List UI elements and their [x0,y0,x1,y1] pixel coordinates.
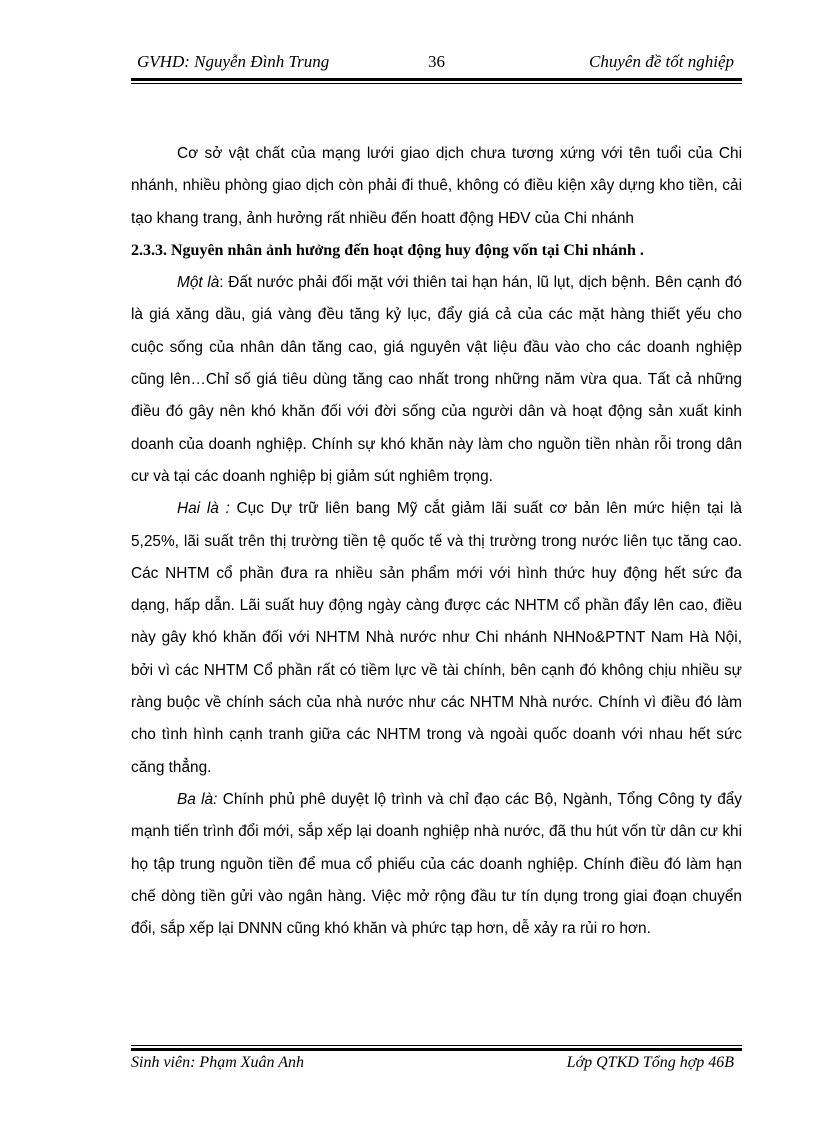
paragraph-lead: Hai là : [177,500,230,518]
paragraph-text: Cục Dự trữ liên bang Mỹ cắt giảm lãi suất cơ bản lên mức hiện tại là 5,25%, lãi suất trên thị trường tiền tệ quốc tế và thị trường trong nước liên tục tăng cao. Các NHTM cổ phần đưa ra nhiều sản phẩm mới với hình thức huy động hết sức đa dạng, hấp dẫn. Lãi suất huy động ngày càng được các NHTM cổ phần đẩy lên cao, điều này gây khó khăn đối với NHTM Nhà nước như Chi nhánh NHNo&PTNT Nam Hà Nội, bởi vì các NHTM Cổ phần rất có tiềm lực về tài chính, bên cạnh đó không chịu nhiều sự ràng buộc về chính sách của nhà nước như các NHTM Nhà nước. Chính vì điều đó làm cho tình hình cạnh tranh giữa các NHTM trong và ngoài quốc doanh với nhau hết sức căng thẳng. [131,500,742,776]
page-footer [131,1054,742,1078]
intro-paragraph: Cơ sở vật chất của mạng lưới giao dịch chưa tương xứng với tên tuổi của Chi nhánh, nhiều phòng giao dịch còn phải đi thuê, không có điều kiện xây dựng kho tiền, cải tạo khang trang, ảnh hưởng rất nhiều đến hoatt động HĐV của Chi nhánh [131,145,742,227]
header-rule-thick [131,78,742,81]
header-supervisor: GVHD: Nguyễn Đình Trung [137,52,330,71]
header-doc-type: Chuyên đề tốt nghiệp [589,52,734,71]
paragraph-mot-la [131,267,742,493]
page-number: 36 [428,52,445,71]
paragraph-lead: Ba là: [177,790,218,808]
header-rule-thin [131,83,742,84]
page-header [131,52,742,76]
footer-rule-thick [131,1048,742,1051]
paragraph-lead: Một là [177,274,220,292]
paragraph-ba-la [131,784,742,945]
paragraph-text: Chính phủ phê duyệt lộ trình và chỉ đạo các Bộ, Ngành, Tổng Công ty đẩy mạnh tiến trình đổi mới, sắp xếp lại doanh nghiệp nhà nước, đã thu hút vốn từ dân cư khi họ tập trung nguồn tiền để mua cổ phiếu của các doanh nghiệp. Chính điều đó làm hạn chế dòng tiền gửi vào ngân hàng. Việc mở rộng đầu tư tín dụng trong giai đoạn chuyển đổi, sắp xếp lại DNNN cũng khó khăn và phức tạp hơn, dễ xảy ra rủi ro hơn. [131,790,743,938]
page-body [131,138,742,945]
footer-class: Lớp QTKD Tổng hợp 46B [566,1054,734,1071]
section-heading: 2.3.3. Nguyên nhân ảnh hưởng đến hoạt động huy động vốn tại Chi nhánh . [131,241,644,259]
footer-student: Sinh viên: Phạm Xuân Anh [131,1054,305,1071]
paragraph-hai-la [131,493,742,784]
paragraph-text: : Đất nước phải đối mặt với thiên tai hạn hán, lũ lụt, dịch bệnh. Bên cạnh đó là giá xăng dầu, giá vàng đều tăng kỷ lục, đẩy giá cả của các mặt hàng thiết yếu cho cuộc sống của nhân dân tăng cao, giá nguyên vật liệu đầu vào cho các doanh nghiệp cũng lên…Chỉ số giá tiêu dùng tăng cao nhất trong những năm vừa qua. Tất cả những điều đó gây nên khó khăn đối với đời sống của người dân và hoạt động sản xuất kinh doanh của doanh nghiệp. Chính sự khó khăn này làm cho nguồn tiền nhàn rỗi trong dân cư và tại các doanh nghiệp bị giảm sút nghiêm trọng. [131,274,742,485]
footer-rule-thin [131,1045,742,1046]
